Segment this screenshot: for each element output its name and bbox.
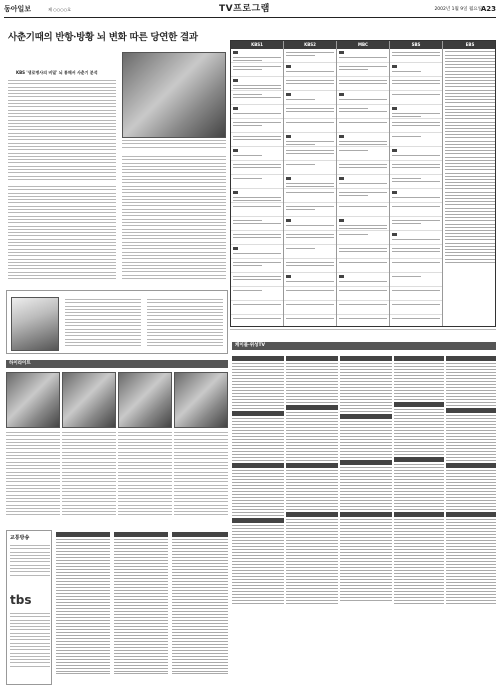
channel-column-kbs1 xyxy=(231,41,284,326)
highlight-photo-1 xyxy=(6,372,60,428)
page-number: A23 xyxy=(480,5,496,13)
highlight-text-4 xyxy=(174,432,228,522)
highlight-photo-4 xyxy=(174,372,228,428)
cable-schedule-col-1 xyxy=(232,354,284,685)
tv-schedule-grid xyxy=(230,40,496,327)
highlight-text-3 xyxy=(118,432,172,522)
ad-logo-traffic-broadcast: 교통방송 xyxy=(10,535,30,541)
interview-text-1 xyxy=(65,299,141,351)
interview-photo xyxy=(11,297,59,351)
issue-date: 2002년 1월 9일 월요일 xyxy=(434,7,482,12)
ad-text-2 xyxy=(10,613,50,681)
highlight-text-2 xyxy=(62,432,116,522)
issue-number: 제 ○○○○호 xyxy=(48,7,71,12)
photo-caption xyxy=(122,140,226,152)
ad-text-1 xyxy=(10,545,50,585)
channel-header: MBC xyxy=(337,41,389,49)
channel-header: SBS xyxy=(390,41,442,49)
newspaper-logo: 동아일보 xyxy=(4,4,32,13)
article-photo xyxy=(122,52,226,138)
cable-section-bar: 케이블·위성TV xyxy=(232,342,496,350)
grid-footnote xyxy=(230,329,496,333)
highlight-photo-2 xyxy=(62,372,116,428)
radio-schedule-1 xyxy=(56,530,110,685)
article-body-left xyxy=(8,80,116,180)
channel-header: KBS2 xyxy=(284,41,336,49)
cable-schedule-col-3 xyxy=(340,354,392,685)
highlight-text-1 xyxy=(6,432,60,522)
advertisement-box xyxy=(6,530,52,685)
cable-schedule-col-5 xyxy=(446,354,496,685)
article-body-left-2 xyxy=(8,186,116,286)
channel-column-sbs xyxy=(390,41,443,326)
channel-header: KBS1 xyxy=(231,41,283,49)
highlight-photo-3 xyxy=(118,372,172,428)
radio-schedule-2 xyxy=(114,530,168,685)
main-subhead: KBS '생로병사의 비밀' 뇌 통해서 사춘기 분석 xyxy=(16,70,98,75)
article-body-mid xyxy=(122,156,226,286)
channel-column-ebs xyxy=(443,41,496,326)
channel-column-mbc xyxy=(337,41,390,326)
cable-schedule-col-2 xyxy=(286,354,338,685)
section-title: TV프로그램 xyxy=(219,4,270,14)
channel-header: EBS xyxy=(443,41,496,49)
ad-logo-tbs: tbs xyxy=(10,593,32,607)
channel-column-kbs2 xyxy=(284,41,337,326)
interview-box xyxy=(6,290,228,354)
cable-schedule-col-4 xyxy=(394,354,444,685)
masthead xyxy=(4,4,496,18)
interview-text-2 xyxy=(147,299,223,351)
highlight-section-bar: 하이라이트 xyxy=(6,360,228,368)
radio-schedule-3 xyxy=(172,530,228,685)
main-headline: 사춘기때의 반항·방황 뇌 변화 따른 당연한 결과 xyxy=(8,32,198,43)
